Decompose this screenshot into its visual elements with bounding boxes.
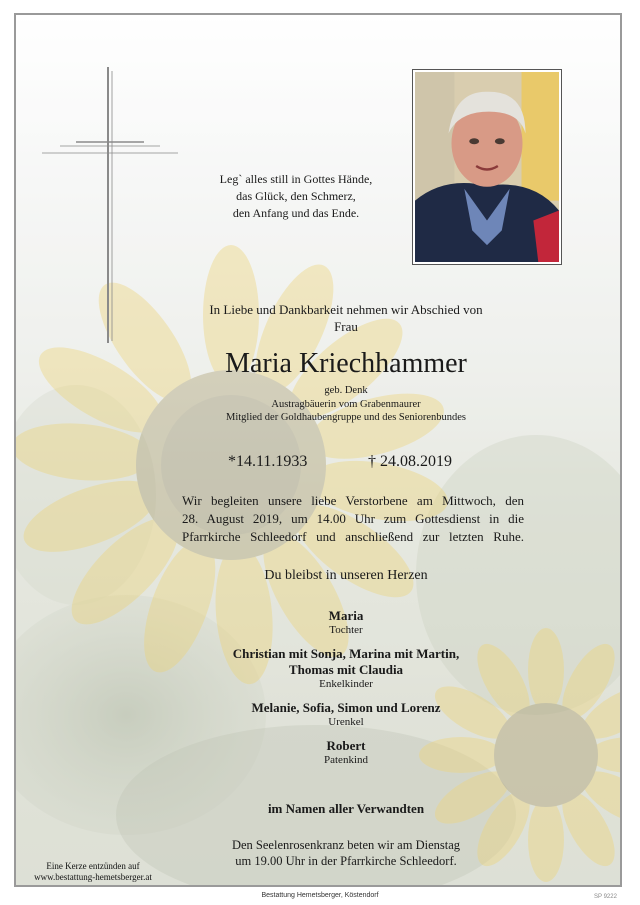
poem-line: das Glück, den Schmerz,: [236, 189, 356, 203]
mourner-relation: Urenkel: [328, 716, 364, 728]
mourner-group: [176, 738, 516, 767]
birth-date: *14.11.1933: [228, 453, 308, 470]
poem: [196, 171, 396, 222]
death-date: † 24.08.2019: [368, 453, 452, 470]
mourner-group: [176, 646, 516, 691]
mourner-group: [176, 608, 516, 637]
rosary-info: [176, 837, 516, 869]
poem-line: Leg` alles still in Gottes Hände,: [219, 172, 373, 186]
parte-card: [14, 13, 622, 887]
mourner-group: [176, 700, 516, 729]
mourners-list: [176, 608, 516, 776]
maiden-name: geb. Denk: [324, 385, 368, 396]
candle-link[interactable]: [18, 861, 168, 883]
mourner-names: Maria: [328, 608, 364, 623]
mourner-relation: Patenkind: [324, 754, 368, 766]
deceased-name: Maria Kriechhammer: [225, 348, 467, 379]
rosary-line: Den Seelenrosenkranz beten wir am Dienstag: [231, 838, 461, 852]
motto: Du bleibst in unseren Herzen: [264, 568, 428, 583]
mourner-relation: Enkelkinder: [319, 678, 373, 690]
funeral-home-footer: Bestattung Hemetsberger, Köstendorf: [261, 892, 379, 899]
details: [166, 384, 526, 425]
mourner-relation: Tochter: [329, 624, 363, 636]
intro-line: Frau: [334, 319, 358, 334]
mourner-names: Robert: [326, 738, 366, 753]
funeral-line: Pfarrkirche Schleedorf und anschließend zur letzten Ruhe.: [182, 529, 524, 544]
portrait-photo: [412, 69, 562, 265]
intro: [176, 301, 516, 335]
rosary-line: um 19.00 Uhr in der Pfarrkirche Schleedorf.: [235, 854, 457, 868]
membership: Mitglied der Goldhaubengruppe und des Seniorenbundes: [226, 412, 466, 423]
funeral-info: [182, 492, 524, 546]
candle-url[interactable]: www.bestattung-hemetsberger.at: [34, 872, 152, 882]
funeral-line: 28. August 2019, um 14.00 Uhr zum Gottesdienst in die: [182, 511, 524, 526]
intro-line: In Liebe und Dankbarkeit nehmen wir Abschied von: [209, 302, 483, 317]
occupation: Austragbäuerin vom Grabenmaurer: [271, 398, 421, 410]
poem-line: den Anfang und das Ende.: [232, 206, 360, 220]
candle-text: Eine Kerze entzünden auf: [46, 861, 140, 871]
funeral-line: Wir begleiten unsere liebe Verstorbene am Mittwoch, den: [182, 493, 524, 508]
product-code: SP 9222: [594, 894, 617, 900]
mourner-names: Melanie, Sofia, Simon und Lorenz: [251, 700, 441, 715]
mourner-names: Thomas mit Claudia: [288, 662, 404, 677]
mourner-names: Christian mit Sonja, Marina mit Martin,: [232, 646, 460, 661]
relatives: im Namen aller Verwandten: [267, 801, 425, 816]
